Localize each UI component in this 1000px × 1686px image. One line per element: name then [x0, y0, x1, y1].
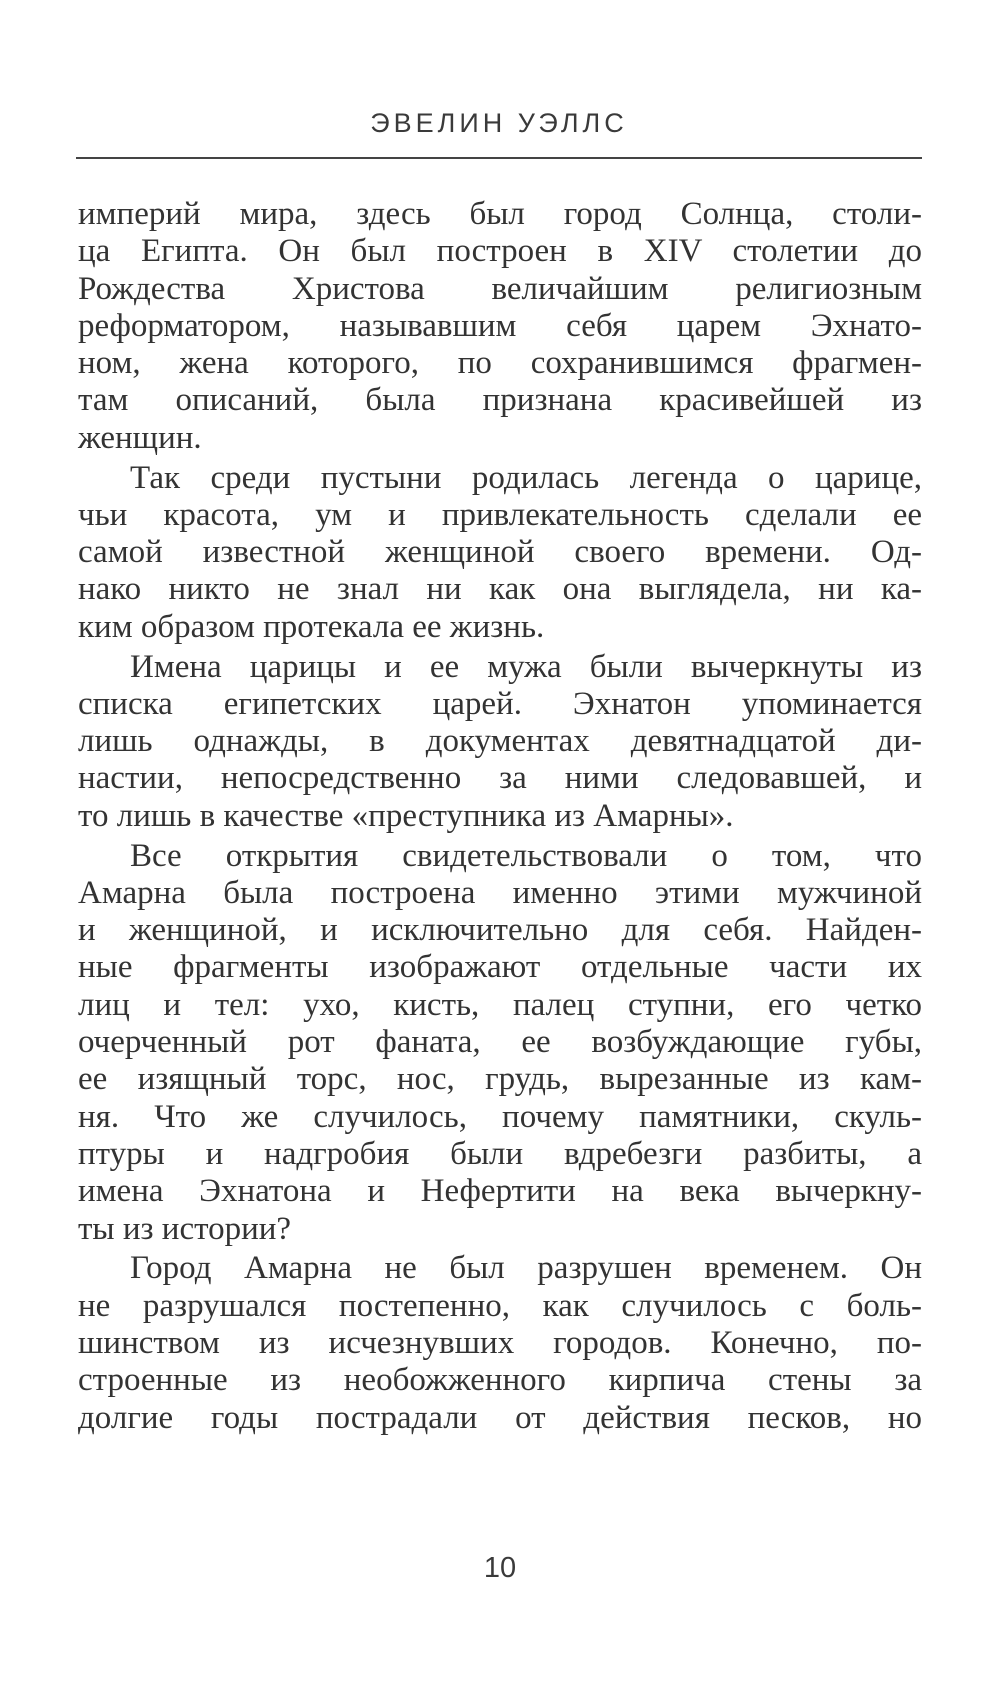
text-line: реформатором, называвшим себя царем Эхнато- — [78, 307, 922, 344]
text-line: ные фрагменты изображают отдельные части их — [78, 949, 922, 986]
paragraph — [78, 838, 922, 1248]
text-line: Так среди пустыни родилась легенда о царице, — [130, 459, 922, 496]
text-line: ты из истории? — [78, 1210, 292, 1247]
text-line: лишь однажды, в документах девятнадцатой ди- — [78, 723, 922, 760]
text-line: списка египетских царей. Эхнатон упоминается — [78, 685, 922, 722]
text-line: там описаний, была признана красивейшей из — [78, 382, 922, 419]
paragraph — [78, 196, 922, 457]
page-number: 10 — [483, 1552, 517, 1584]
text-line: очерченный рот фаната, ее возбуждающие губы, — [78, 1024, 922, 1061]
text-line: ее изящный торс, нос, грудь, вырезанные из кам- — [78, 1061, 922, 1098]
text-line: Все открытия свидетельствовали о том, что — [130, 837, 922, 874]
text-line: строенные из необожженного кирпича стены за — [78, 1362, 922, 1399]
text-line: имена Эхнатона и Нефертити на века вычеркну- — [78, 1173, 922, 1210]
text-line: империй мира, здесь был город Солнца, столи- — [78, 196, 922, 232]
text-line: настии, непосредственно за ними следовавшей, и — [78, 760, 922, 797]
text-line: и женщиной, и исключительно для себя. Найден- — [78, 912, 922, 949]
header-divider — [76, 157, 922, 159]
running-head-title: ЭВЕЛИН УЭЛЛС — [370, 108, 628, 138]
text-line: Рождества Христова величайшим религиозным — [78, 270, 922, 307]
text-line: самой известной женщиной своего времени. Од- — [78, 534, 922, 571]
body-text — [78, 196, 922, 1437]
text-line: чьи красота, ум и привлекательность сделали ее — [78, 496, 922, 533]
text-line: лиц и тел: ухо, кисть, палец ступни, его четко — [78, 986, 922, 1023]
text-line: не разрушался постепенно, как случилось с боль- — [78, 1287, 922, 1324]
text-line: шинством из исчезнувших городов. Конечно, по- — [78, 1324, 922, 1361]
paragraph — [78, 460, 922, 646]
text-line: нако никто не знал ни как она выглядела, ни ка- — [78, 571, 922, 608]
text-line: ца Египта. Он был построен в XIV столетии до — [78, 233, 922, 270]
text-line: ня. Что же случилось, почему памятники, скуль- — [78, 1098, 922, 1135]
text-line: женщин. — [78, 419, 202, 456]
text-line: птуры и надгробия были вдребезги разбиты, а — [78, 1135, 922, 1172]
text-line: Амарна была построена именно этими мужчиной — [78, 874, 922, 911]
text-line: ном, жена которого, по сохранившимся фрагмен- — [78, 345, 922, 382]
text-line: ким образом протекала ее жизнь. — [78, 608, 545, 645]
text-line: Имена царицы и ее мужа были вычеркнуты из — [130, 648, 922, 685]
text-line: то лишь в качестве «преступника из Амарны». — [78, 797, 734, 834]
paragraph — [78, 649, 922, 835]
text-line: долгие годы пострадали от действия песков, но — [78, 1399, 922, 1436]
text-line: Город Амарна не был разрушен временем. Он — [130, 1250, 922, 1287]
paragraph — [78, 1250, 922, 1436]
